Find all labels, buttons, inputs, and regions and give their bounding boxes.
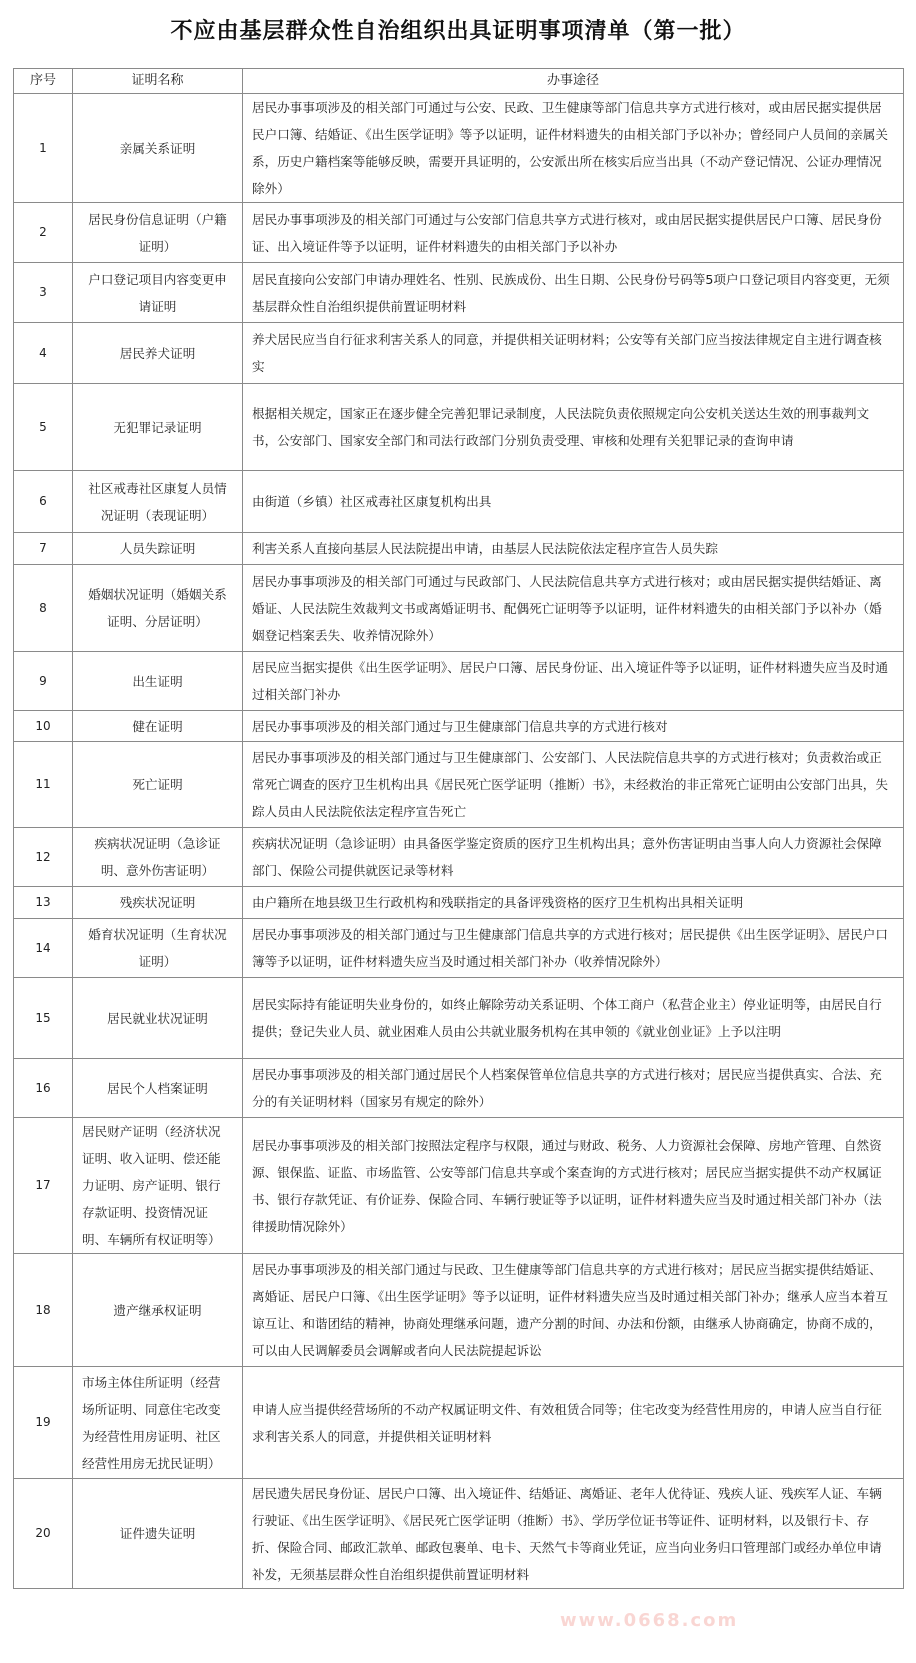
table-row <box>14 1367 904 1479</box>
header-route: 办事途径 <box>243 69 904 94</box>
row-cert-name: 疾病状况证明（急诊证明、意外伤害证明） <box>73 828 243 887</box>
row-cert-name: 居民就业状况证明 <box>73 978 243 1059</box>
table-row <box>14 887 904 919</box>
row-cert-name: 婚育状况证明（生育状况证明） <box>73 919 243 978</box>
row-cert-name: 人员失踪证明 <box>73 533 243 565</box>
row-number: 5 <box>14 384 73 471</box>
row-route: 居民办事事项涉及的相关部门通过与民政、卫生健康等部门信息共享的方式进行核对；居民应当据实提供结婚证、离婚证、居民户口簿、《出生医学证明》等予以证明，证件材料遗失应当及时通过相关部门补办；继承人应当本着互谅互让、和谐团结的精神，协商处理继承问题，遗产分割的时间、办法和份额，由继承人协商确定，协商不成的，可以由人民调解委员会调解或者向人民法院提起诉讼 <box>243 1254 904 1367</box>
table-row <box>14 978 904 1059</box>
row-route: 养犬居民应当自行征求利害关系人的同意，并提供相关证明材料；公安等有关部门应当按法律规定自主进行调查核实 <box>243 323 904 384</box>
table-row <box>14 533 904 565</box>
table-row <box>14 565 904 652</box>
site-watermark: www.0668.com <box>560 1610 739 1631</box>
row-route: 居民办事事项涉及的相关部门通过居民个人档案保管单位信息共享的方式进行核对；居民应当提供真实、合法、充分的有关证明材料（国家另有规定的除外） <box>243 1059 904 1118</box>
row-route: 居民办事事项涉及的相关部门通过与卫生健康部门、公安部门、人民法院信息共享的方式进行核对；负责救治或正常死亡调查的医疗卫生机构出具《居民死亡医学证明（推断）书》，未经救治的非正常死亡证明由公安部门出具，失踪人员由人民法院依法定程序宣告死亡 <box>243 742 904 828</box>
row-cert-name: 户口登记项目内容变更申请证明 <box>73 263 243 323</box>
row-route: 居民实际持有能证明失业身份的，如终止解除劳动关系证明、个体工商户（私营企业主）停业证明等，由居民自行提供；登记失业人员、就业困难人员由公共就业服务机构在其申领的《就业创业证》上予以注明 <box>243 978 904 1059</box>
table-row <box>14 1479 904 1589</box>
table-row <box>14 1118 904 1254</box>
row-number: 3 <box>14 263 73 323</box>
row-number: 4 <box>14 323 73 384</box>
row-number: 2 <box>14 203 73 263</box>
row-cert-name: 居民身份信息证明（户籍证明） <box>73 203 243 263</box>
table-row <box>14 203 904 263</box>
row-route: 疾病状况证明（急诊证明）由具备医学鉴定资质的医疗卫生机构出具；意外伤害证明由当事人向人力资源社会保障部门、保险公司提供就医记录等材料 <box>243 828 904 887</box>
row-number: 11 <box>14 742 73 828</box>
row-number: 12 <box>14 828 73 887</box>
row-cert-name: 亲属关系证明 <box>73 94 243 203</box>
header-serial: 序号 <box>14 69 73 94</box>
row-cert-name: 婚姻状况证明（婚姻关系证明、分居证明） <box>73 565 243 652</box>
row-route: 居民办事事项涉及的相关部门通过与卫生健康部门信息共享的方式进行核对 <box>243 711 904 742</box>
row-route: 由街道（乡镇）社区戒毒社区康复机构出具 <box>243 471 904 533</box>
row-cert-name: 证件遗失证明 <box>73 1479 243 1589</box>
row-number: 7 <box>14 533 73 565</box>
document-title: 不应由基层群众性自治组织出具证明事项清单（第一批） <box>170 18 746 44</box>
row-number: 13 <box>14 887 73 919</box>
table-row <box>14 1254 904 1367</box>
row-number: 9 <box>14 652 73 711</box>
row-cert-name: 出生证明 <box>73 652 243 711</box>
row-route: 居民应当据实提供《出生医学证明》、居民户口簿、居民身份证、出入境证件等予以证明，证件材料遗失应当及时通过相关部门补办 <box>243 652 904 711</box>
row-number: 18 <box>14 1254 73 1367</box>
row-number: 14 <box>14 919 73 978</box>
row-number: 10 <box>14 711 73 742</box>
row-cert-name: 居民财产证明（经济状况证明、收入证明、偿还能力证明、房产证明、银行存款证明、投资情况证明、车辆所有权证明等） <box>73 1118 243 1254</box>
row-cert-name: 居民个人档案证明 <box>73 1059 243 1118</box>
row-number: 6 <box>14 471 73 533</box>
certificate-list-table <box>13 68 904 1589</box>
table-row <box>14 1059 904 1118</box>
table-row <box>14 471 904 533</box>
row-cert-name: 市场主体住所证明（经营场所证明、同意住宅改变为经营性用房证明、社区经营性用房无扰民证明） <box>73 1367 243 1479</box>
row-cert-name: 无犯罪记录证明 <box>73 384 243 471</box>
row-cert-name: 遗产继承权证明 <box>73 1254 243 1367</box>
table-row <box>14 919 904 978</box>
row-route: 居民办事事项涉及的相关部门通过与卫生健康部门信息共享的方式进行核对；居民提供《出生医学证明》、居民户口簿等予以证明，证件材料遗失应当及时通过相关部门补办（收养情况除外） <box>243 919 904 978</box>
table-row <box>14 742 904 828</box>
table-row <box>14 323 904 384</box>
header-cert-name: 证明名称 <box>73 69 243 94</box>
row-route: 根据相关规定，国家正在逐步健全完善犯罪记录制度，人民法院负责依照规定向公安机关送达生效的刑事裁判文书，公安部门、国家安全部门和司法行政部门分别负责受理、审核和处理有关犯罪记录的查询申请 <box>243 384 904 471</box>
row-route: 申请人应当提供经营场所的不动产权属证明文件、有效租赁合同等；住宅改变为经营性用房的，申请人应当自行征求利害关系人的同意，并提供相关证明材料 <box>243 1367 904 1479</box>
row-cert-name: 死亡证明 <box>73 742 243 828</box>
row-route: 由户籍所在地县级卫生行政机构和残联指定的具备评残资格的医疗卫生机构出具相关证明 <box>243 887 904 919</box>
table-row <box>14 263 904 323</box>
row-route: 居民办事事项涉及的相关部门可通过与公安部门信息共享方式进行核对，或由居民据实提供居民户口簿、居民身份证、出入境证件等予以证明，证件材料遗失的由相关部门予以补办 <box>243 203 904 263</box>
table-row <box>14 828 904 887</box>
row-cert-name: 居民养犬证明 <box>73 323 243 384</box>
row-route: 居民遗失居民身份证、居民户口簿、出入境证件、结婚证、离婚证、老年人优待证、残疾人证、残疾军人证、车辆行驶证、《出生医学证明》、《居民死亡医学证明（推断）书》、学历学位证书等证件、证明材料，以及银行卡、存折、保险合同、邮政汇款单、邮政包裹单、电卡、天然气卡等商业凭证，应当向业务归口管理部门或经办单位申请补发，无须基层群众性自治组织提供前置证明材料 <box>243 1479 904 1589</box>
table-header-row <box>14 69 904 94</box>
row-route: 居民办事事项涉及的相关部门可通过与公安、民政、卫生健康等部门信息共享方式进行核对，或由居民据实提供居民户口簿、结婚证、《出生医学证明》等予以证明，证件材料遗失的由相关部门予以补办；曾经同户人员间的亲属关系，历史户籍档案等能够反映，需要开具证明的，公安派出所在核实后应当出具（不动产登记情况、公证办理情况除外） <box>243 94 904 203</box>
row-cert-name: 残疾状况证明 <box>73 887 243 919</box>
row-route: 居民办事事项涉及的相关部门可通过与民政部门、人民法院信息共享方式进行核对；或由居民据实提供结婚证、离婚证、人民法院生效裁判文书或离婚证明书、配偶死亡证明等予以证明，证件材料遗失的由相关部门予以补办（婚姻登记档案丢失、收养情况除外） <box>243 565 904 652</box>
row-cert-name: 健在证明 <box>73 711 243 742</box>
row-number: 8 <box>14 565 73 652</box>
row-number: 1 <box>14 94 73 203</box>
table-row <box>14 711 904 742</box>
row-number: 17 <box>14 1118 73 1254</box>
table-row <box>14 94 904 203</box>
row-route: 居民办事事项涉及的相关部门按照法定程序与权限，通过与财政、税务、人力资源社会保障、房地产管理、自然资源、银保监、证监、市场监管、公安等部门信息共享或个案查询的方式进行核对；居民应当据实提供不动产权属证书、银行存款凭证、有价证券、保险合同、车辆行驶证等予以证明，证件材料遗失应当及时通过相关部门补办（法律援助情况除外） <box>243 1118 904 1254</box>
row-number: 20 <box>14 1479 73 1589</box>
row-number: 16 <box>14 1059 73 1118</box>
row-route: 居民直接向公安部门申请办理姓名、性别、民族成份、出生日期、公民身份号码等5项户口登记项目内容变更，无须基层群众性自治组织提供前置证明材料 <box>243 263 904 323</box>
table-row <box>14 384 904 471</box>
row-number: 19 <box>14 1367 73 1479</box>
row-number: 15 <box>14 978 73 1059</box>
row-route: 利害关系人直接向基层人民法院提出申请，由基层人民法院依法定程序宣告人员失踪 <box>243 533 904 565</box>
table-row <box>14 652 904 711</box>
row-cert-name: 社区戒毒社区康复人员情况证明（表现证明） <box>73 471 243 533</box>
